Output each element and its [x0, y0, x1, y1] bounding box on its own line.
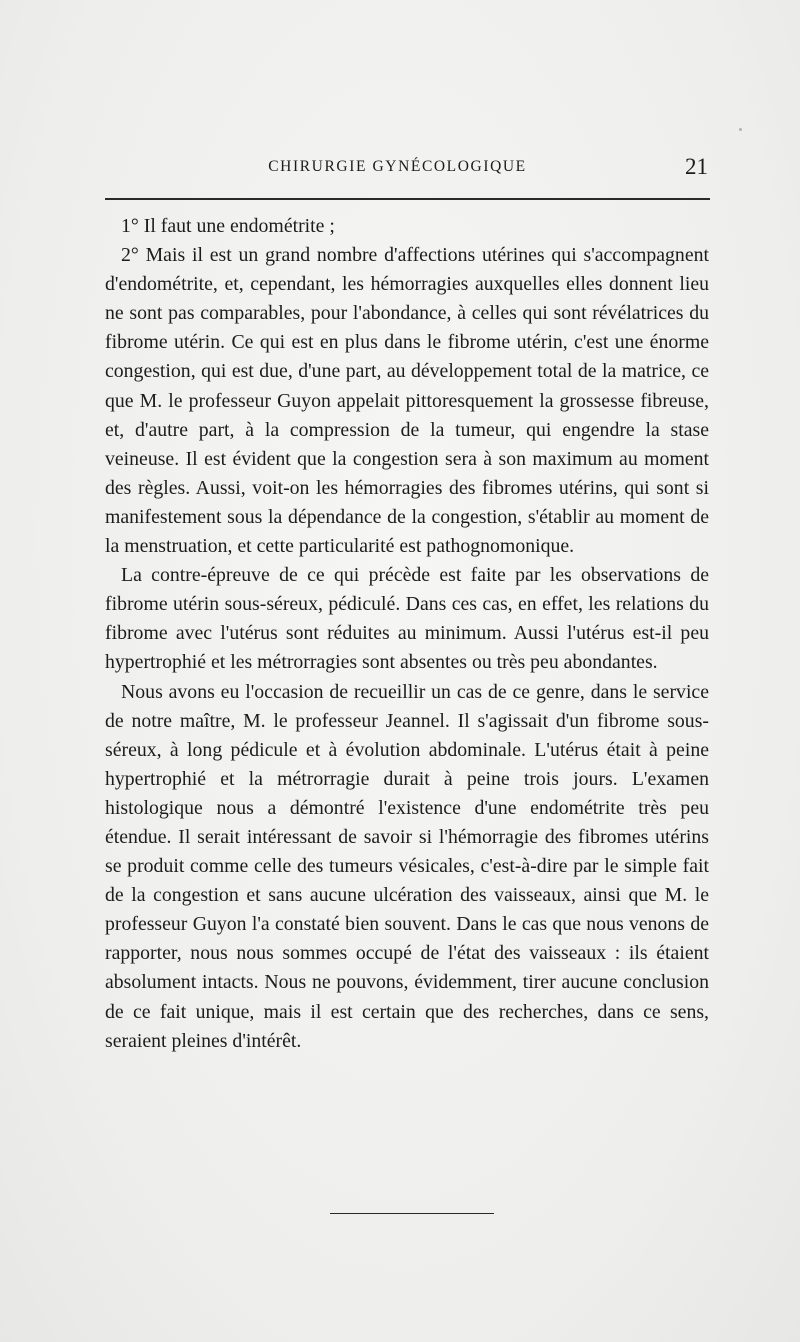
page-number: 21 [685, 154, 708, 179]
paragraph: Nous avons eu l'occasion de recueillir un cas de ce genre, dans le service de notre maître, M. le professeur Jeannel. Il s'agissait d'un fibrome sous-séreux, à long pédicule et à évolution abdominale. L'utérus était à peine hypertrophié et la métrorragie durait à peine trois jours. L'examen histologique nous a démontré l'existence d'une endométrite très peu étendue. Il serait intéressant de savoir si l'hémorragie des fibromes utérins se produit comme celle des tumeurs vésicales, c'est-à-dire par le simple fait de la congestion et sans aucune ulcération des vaisseaux, ainsi que M. le professeur Guyon l'a constaté bien souvent. Dans le cas que nous venons de rapporter, nous nous sommes occupé de l'état des vaisseaux : ils étaient absolument intacts. Nous ne pouvons, évidemment, tirer aucune conclusion de ce fait unique, mais il est certain que des recherches, dans ce sens, seraient pleines d'intérêt. [105, 680, 709, 1052]
paper-speck [739, 128, 742, 131]
paragraph: 1° Il faut une endométrite ; [121, 215, 335, 237]
header-rule [105, 198, 710, 200]
paragraph: 2° Mais il est un grand nombre d'affections utérines qui s'accompagnent d'endométrite, et, cependant, les hémorragies auxquelles elles donnent lieu ne sont pas comparables, pour l'abondance, à celles qui sont révélatrices du fibrome utérin. Ce qui est en plus dans le fibrome utérin, c'est une énorme congestion, qui est due, d'une part, au développement total de la matrice, ce que M. le professeur Guyon appelait pittoresquement la grossesse fibreuse, et, d'autre part, à la compression de la tumeur, qui engendre la stase veineuse. Il est évident que la congestion sera à son maximum au moment des règles. Aussi, voit-on les hémorragies des fibromes utérins, qui sont si manifestement sous la dépendance de la congestion, s'établir au moment de la menstruation, et cette particularité est pathognomonique. [105, 244, 709, 558]
section-end-rule [330, 1213, 494, 1214]
body-text [105, 212, 709, 1056]
running-title: CHIRURGIE GYNÉCOLOGIQUE [268, 158, 527, 175]
page-header [105, 156, 710, 186]
paragraph: La contre-épreuve de ce qui précède est faite par les observations de fibrome utérin sous-séreux, pédiculé. Dans ces cas, en effet, les relations du fibrome avec l'utérus sont réduites au minimum. Aussi l'utérus est-il peu hypertrophié et les métrorragies sont absentes ou très peu abondantes. [105, 564, 709, 674]
